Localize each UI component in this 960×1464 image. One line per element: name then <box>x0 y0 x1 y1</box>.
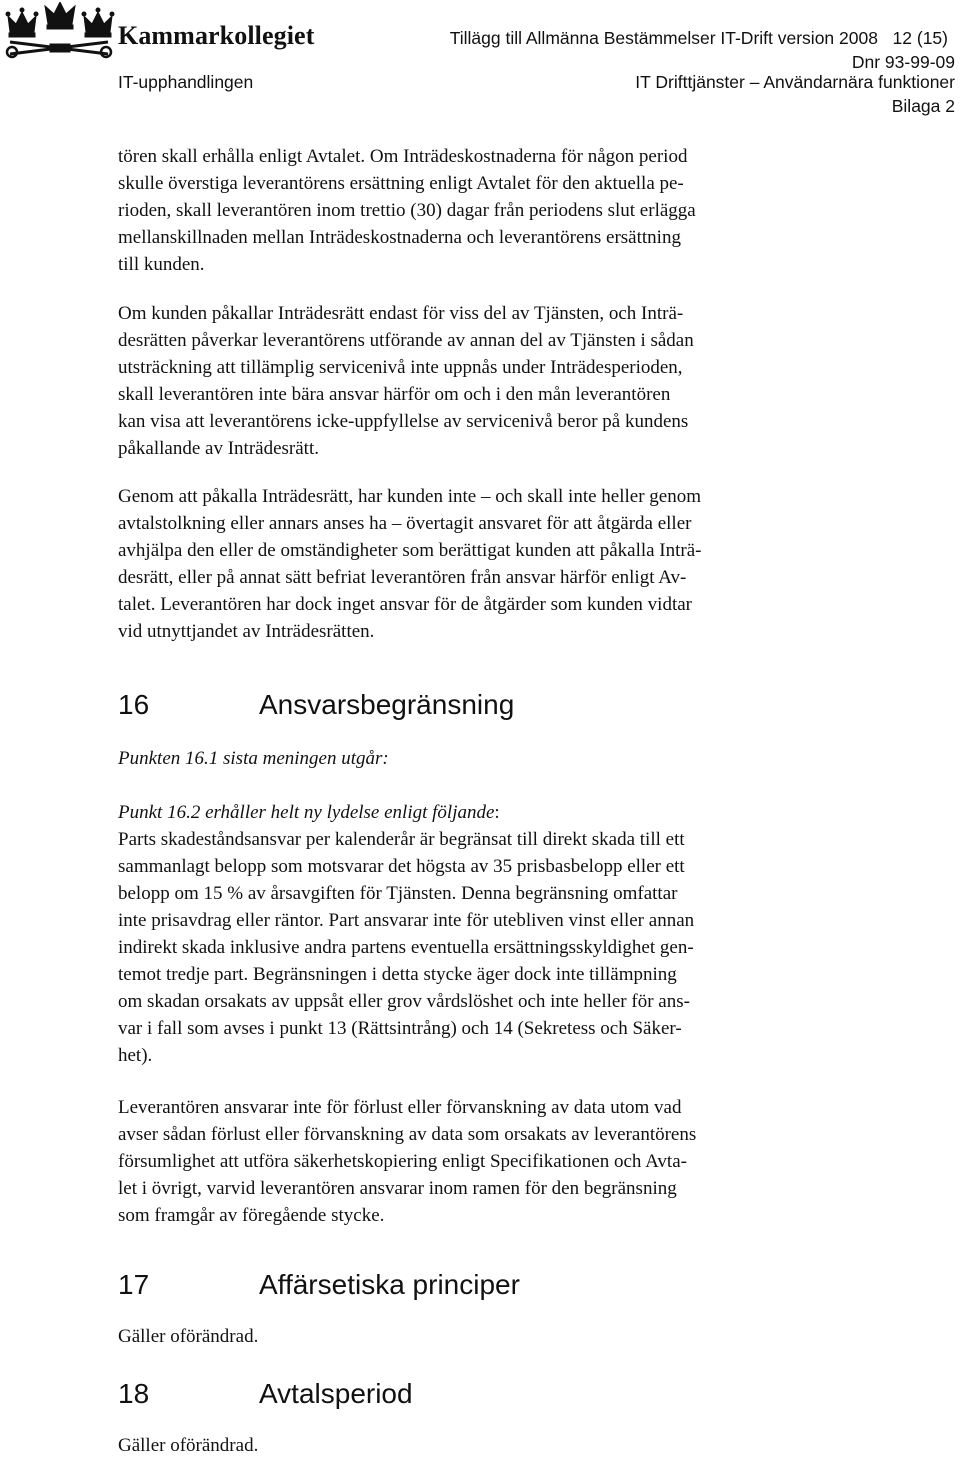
text-line: inte prisavdrag eller räntor. Part ansvarar inte för utebliven vinst eller annan <box>118 910 695 931</box>
text-line: kan visa att leverantörens icke-uppfyllelse av servicenivå beror på kundens <box>118 411 689 432</box>
paragraph-data-loss <box>118 1094 840 1229</box>
service-name: IT Drifttjänster – Användarnära funktioner <box>635 72 955 92</box>
section-title: Ansvarsbegränsning <box>259 689 515 720</box>
text-line: Leverantören ansvarar inte för förlust eller förvanskning av data utom vad <box>118 1097 682 1118</box>
paragraph-entry-costs <box>118 143 840 278</box>
section-17-text: Gäller oförändrad. <box>118 1326 259 1347</box>
section-heading-17 <box>118 1267 840 1303</box>
section-title: Affärsetiska principer <box>259 1269 520 1300</box>
text-line: Om kunden påkallar Inträdesrätt endast för viss del av Tjänsten, och Inträ- <box>118 303 684 324</box>
text-line: desrätten påverkar leverantörens utförande av annan del av Tjänsten i sådan <box>118 330 694 351</box>
section-number: 18 <box>118 1378 150 1409</box>
text-line: utsträckning att tillämplig servicenivå inte uppnås under Inträdesperioden, <box>118 357 683 378</box>
page-header <box>0 0 960 120</box>
brand-name: Kammarkollegiet <box>118 21 315 50</box>
text-line: var i fall som avses i punkt 13 (Rättsintrång) och 14 (Sekretess och Säker- <box>118 1018 682 1039</box>
section-heading-16 <box>118 687 840 723</box>
section-heading-18 <box>118 1376 840 1412</box>
text-line: sammanlagt belopp som motsvarar det högsta av 35 prisbasbelopp eller ett <box>118 856 685 877</box>
department: IT-upphandlingen <box>118 72 254 92</box>
section-number: 16 <box>118 689 150 720</box>
page-number: 12 (15) <box>892 28 948 48</box>
text-line: Genom att påkalla Inträdesrätt, har kunden inte – och skall inte heller genom <box>118 486 701 507</box>
crown-crest-logo-icon <box>4 2 116 62</box>
text-line: skall leverantören inte bära ansvar härför om och i den mån leverantören <box>118 384 671 405</box>
document-body <box>118 143 840 1459</box>
amendment-note-text: Punkt 16.2 erhåller helt ny lydelse enligt följande <box>118 802 495 823</box>
text-line: rioden, skall leverantören inom trettio (30) dagar från periodens slut erlägga <box>118 200 696 221</box>
text-line: temot tredje part. Begränsningen i detta stycke äger dock inte tillämpning <box>118 964 677 985</box>
text-line: tören skall erhålla enligt Avtalet. Om Inträdeskostnaderna för någon period <box>118 146 688 167</box>
text-line: het). <box>118 1045 153 1066</box>
paragraph-partial-entry <box>118 300 840 462</box>
text-line: försumlighet att utföra säkerhetskopiering enligt Specifikationen och Avta- <box>118 1151 687 1172</box>
text-line: skulle överstiga leverantörens ersättning enligt Avtalet för den aktuella pe- <box>118 173 684 194</box>
text-line: till kunden. <box>118 254 205 275</box>
text-line: påkallande av Inträdesrätt. <box>118 438 319 459</box>
diary-number: Dnr 93-99-09 <box>851 52 955 72</box>
text-line: Parts skadeståndsansvar per kalenderår är begränsat till direkt skada till ett <box>118 829 685 850</box>
text-line: talet. Leverantören har dock inget ansvar för de åtgärder som kunden vidtar <box>118 594 692 615</box>
text-line: avtalstolkning eller annars anses ha – övertagit ansvaret för att åtgärda eller <box>118 513 692 534</box>
text-line: let i övrigt, varvid leverantören ansvarar inom ramen för den begränsning <box>118 1178 677 1199</box>
text-line: indirekt skada inklusive andra partens eventuella ersättningsskyldighet gen- <box>118 937 694 958</box>
text-line: avhjälpa den eller de omständigheter som berättigat kunden att påkalla Inträ- <box>118 540 702 561</box>
amendment-note-colon: : <box>494 802 500 823</box>
text-line: om skadan orsakats av uppsåt eller grov vårdslöshet och inte heller för ans- <box>118 991 690 1012</box>
amendment-note-16-1: Punkten 16.1 sista meningen utgår: <box>118 748 389 769</box>
paragraph-no-liability-transfer <box>118 483 840 645</box>
text-line: belopp om 15 % av årsavgiften för Tjänsten. Denna begränsning omfattar <box>118 883 678 904</box>
paragraph-liability-cap <box>118 826 840 1069</box>
section-number: 17 <box>118 1269 150 1300</box>
section-title: Avtalsperiod <box>259 1378 413 1409</box>
amendment-note-16-2 <box>118 799 840 826</box>
document-title-text: Tillägg till Allmänna Bestämmelser IT-Drift version 2008 <box>449 28 878 48</box>
text-line: vid utnyttjandet av Inträdesrätten. <box>118 621 375 642</box>
annex-label: Bilaga 2 <box>891 96 955 116</box>
section-18-text: Gäller oförändrad. <box>118 1435 259 1456</box>
document-title <box>450 28 948 49</box>
text-line: desrätt, eller på annat sätt befriat leverantören från ansvar härför enligt Av- <box>118 567 687 588</box>
text-line: mellanskillnaden mellan Inträdeskostnaderna och leverantörens ersättning <box>118 227 681 248</box>
text-line: avser sådan förlust eller förvanskning av data som orsakats av leverantörens <box>118 1124 697 1145</box>
text-line: som framgår av föregående stycke. <box>118 1205 385 1226</box>
